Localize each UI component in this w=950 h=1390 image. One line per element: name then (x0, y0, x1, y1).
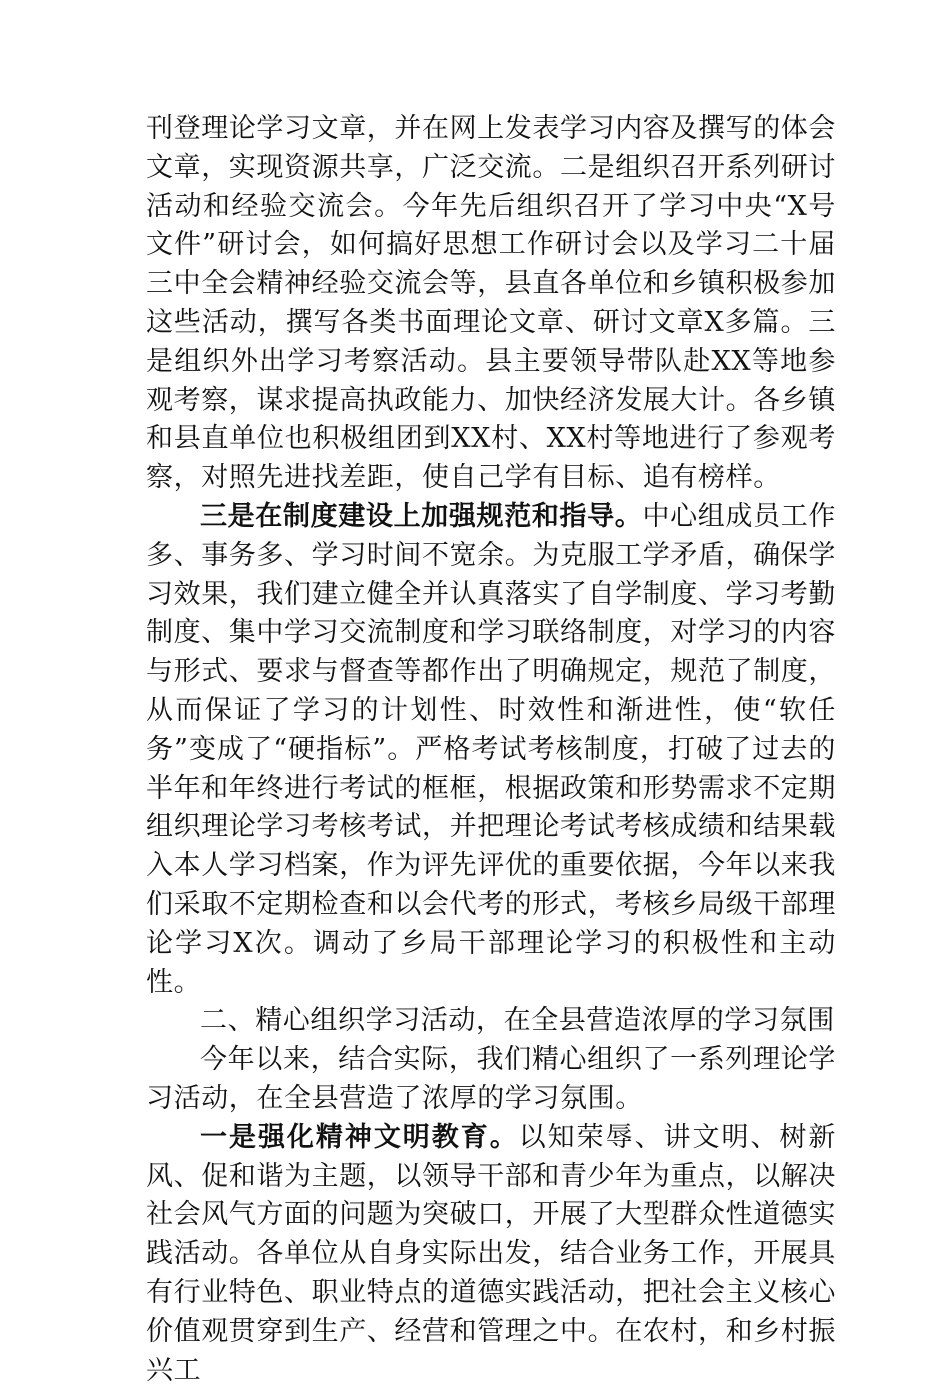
paragraph-civilization-education (146, 1119, 836, 1390)
paragraph-lead: 三是在制度建设上加强规范和指导。 (200, 500, 643, 532)
paragraph-text: 以知荣辱、讲文明、树新风、促和谐为主题，以领导干部和青少年为重点，以解决社会风气方面的问题为突破口，开展了大型群众性道德实践活动。各单位从自身实际出发，结合业务工作，开展具有行业特色、职业特点的道德实践活动，把社会主义核心价值观贯穿到生产、经营和管理之中。在农村，和乡村振兴工 (146, 1121, 836, 1386)
paragraph-system-building (146, 498, 836, 1002)
paragraph-intro (146, 1041, 836, 1119)
paragraph-lead: 一是强化精神文明教育。 (200, 1121, 519, 1153)
section-heading: 二、精心组织学习活动，在全县营造浓厚的学习氛围 (200, 1005, 835, 1037)
document-body (146, 110, 836, 1390)
paragraph-continuation (146, 110, 836, 498)
paragraph-text: 刊登理论学习文章，并在网上发表学习内容及撰写的体会文章，实现资源共享，广泛交流。二是组织召开系列研讨活动和经验交流会。今年先后组织召开了学习中央“X号文件”研讨会，如何搞好思想工作研讨会以及学习二十届三中全会精神经验交流会等，县直各单位和乡镇积极参加这些活动，撰写各类书面理论文章、研讨文章X多篇。三是组织外出学习考察活动。县主要领导带队赴XX等地参观考察，谋求提高执政能力、加快经济发展大计。各乡镇和县直单位也积极组团到XX村、XX村等地进行了参观考察，对照先进找差距，使自己学有目标、追有榜样。 (146, 113, 836, 494)
paragraph-text: 中心组成员工作多、事务多、学习时间不宽余。为克服工学矛盾，确保学习效果，我们建立健全并认真落实了自学制度、学习考勤制度、集中学习交流制度和学习联络制度，对学习的内容与形式、要求与督查等都作出了明确规定，规范了制度，从而保证了学习的计划性、时效性和渐进性，使“软任务”变成了“硬指标”。严格考试考核制度，打破了过去的半年和年终进行考试的框框，根据政策和形势需求不定期组织理论学习考核考试，并把理论考试考核成绩和结果载入本人学习档案，作为评先评优的重要依据，今年以来我们采取不定期检查和以会代考的形式，考核乡局级干部理论学习X次。调动了乡局干部理论学习的积极性和主动性。 (146, 500, 836, 998)
paragraph-text: 今年以来，结合实际，我们精心组织了一系列理论学习活动，在全县营造了浓厚的学习氛围。 (146, 1044, 836, 1114)
